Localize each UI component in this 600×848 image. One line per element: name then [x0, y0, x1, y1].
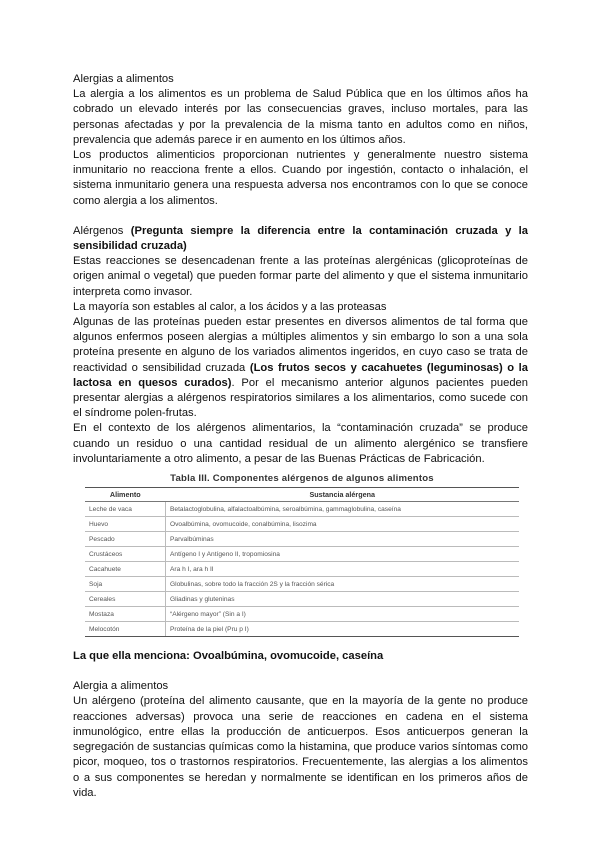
section1-paragraph-2: Los productos alimenticios proporcionan nutrientes y generalmente nuestro sistema inmunitario no reacciona frente a ellos. Cuando por ingestión, contacto o inhalación, el sistema inmunitario genera una respuesta adversa nos encontramos con lo que se conoce como alergia a los alimentos. — [73, 149, 528, 207]
section2-paragraph-3 — [73, 315, 528, 421]
table-cell-food: Leche de vaca — [85, 502, 166, 517]
table-row — [85, 502, 519, 517]
table-row — [85, 562, 519, 577]
section1-heading: Alergias a alimentos — [73, 73, 174, 85]
allergen-table-figure — [85, 473, 519, 637]
table-row — [85, 532, 519, 547]
table-cell-substance: Globulinas, sobre todo la fracción 2S y la fracción sérica — [166, 577, 520, 592]
table-cell-substance: “Alérgeno mayor” (Sin a I) — [166, 607, 520, 622]
table-row — [85, 547, 519, 562]
table-cell-substance: Antígeno I y Antígeno II, tropomiosina — [166, 547, 520, 562]
section3-heading: Alergia a alimentos — [73, 680, 169, 693]
section2-heading-bold: (Pregunta siempre la diferencia entre la contaminación cruzada y la sensibilidad cruzada) — [73, 224, 528, 253]
table-cell-food: Pescado — [85, 532, 166, 547]
table-row — [85, 517, 519, 532]
table-row — [85, 592, 519, 607]
section3-paragraph-1: Un alérgeno (proteína del alimento causante, que en la mayoría de la gente no produce reacciones adversas) provoca una serie de reacciones en cadena en el sistema inmunológico, entre ellas la producción de anticuerpos. Esos anticuerpos generan la segregación de sustancias químicas como la histamina, que produce varios síntomas como picor, moqueo, tos o trastornos respiratorios. Frecuentemente, las alergias a los alimentos o a sus componentes se heredan y normalmente se identifican en los primeros años de vida. — [73, 695, 528, 799]
section2-paragraph-4: En el contexto de los alérgenos alimentarios, la “contaminación cruzada” se produce cuando un residuo o una cantidad residual de un alimento alergénico se transfiere involuntariamente a otro alimento, a pesar de las Buenas Prácticas de Fabricación. — [73, 422, 528, 465]
table-cell-substance: Ovoalbúmina, ovomucoide, conalbúmina, lisozima — [166, 517, 520, 532]
table-cell-substance: Proteína de la piel (Pru p I) — [166, 622, 520, 637]
table-cell-substance: Parvalbúminas — [166, 532, 520, 547]
section2-heading — [73, 224, 528, 254]
table-title: Tabla III. Componentes alérgenos de algunos alimentos — [170, 473, 434, 485]
note-bold: La que ella menciona: Ovoalbúmina, ovomucoide, caseína — [73, 650, 384, 663]
table-cell-food: Melocotón — [85, 622, 166, 637]
section2-heading-plain: Alérgenos — [73, 224, 124, 237]
table-cell-food: Cacahuete — [85, 562, 166, 577]
table-row — [85, 577, 519, 592]
table-header-row — [85, 488, 519, 502]
table-header-substance: Sustancia alérgena — [166, 488, 520, 502]
section2-p3-bold: (Los frutos secos y cacahuetes (leguminosas) o la lactosa en quesos curados) — [73, 361, 529, 389]
table-row — [85, 622, 519, 637]
table-cell-substance: Gliadinas y gluteninas — [166, 592, 520, 607]
table-cell-food: Soja — [85, 577, 166, 592]
section1-paragraph-1: La alergia a los alimentos es un problema de Salud Pública que en los últimos años ha cobrado un elevado interés por las consecuencias graves, incluso mortales, para las personas afectadas y por la prevalencia de la misma tanto en adultos como en niños, prevalencia que además parece ir en aumento en los últimos años. — [73, 88, 528, 146]
table-cell-substance: Ara h I, ara h II — [166, 562, 520, 577]
allergen-table — [85, 487, 519, 637]
section2-p3-start: Algunas de las proteínas pueden estar presentes en diversos alimentos de tal forma que algunos enfermos poseen alergias a múltiples alimentos y sin embargo lo son a una sola proteína presente en alguno de los variados alimentos ingeridos, en cuyo caso se trata de reactividad o sensibilidad cruzada — [73, 316, 528, 374]
table-cell-food: Crustáceos — [85, 547, 166, 562]
section2-paragraph-1: Estas reacciones se desencadenan frente a las proteínas alergénicas (glicoproteínas de origen animal o vegetal) que pueden formar parte del alimento y que el sistema inmunitario interpreta como invasor. — [73, 255, 528, 298]
table-row — [85, 607, 519, 622]
table-cell-food: Huevo — [85, 517, 166, 532]
section2-paragraph-2: La mayoría son estables al calor, a los ácidos y a las proteasas — [73, 300, 387, 313]
section2-p3-end: . Por el mecanismo anterior algunos pacientes pueden presentar alergias a alérgenos respiratorios similares a los alimentarios, como sucede con el síndrome polen-frutas. — [73, 376, 528, 420]
table-cell-food: Cereales — [85, 592, 166, 607]
table-cell-substance: Betalactoglobulina, alfalactoalbúmina, seroalbúmina, gammaglobulina, caseína — [166, 502, 520, 517]
table-cell-food: Mostaza — [85, 607, 166, 622]
note-line — [73, 649, 528, 664]
table-header-food: Alimento — [85, 488, 166, 502]
document-page — [73, 72, 528, 801]
